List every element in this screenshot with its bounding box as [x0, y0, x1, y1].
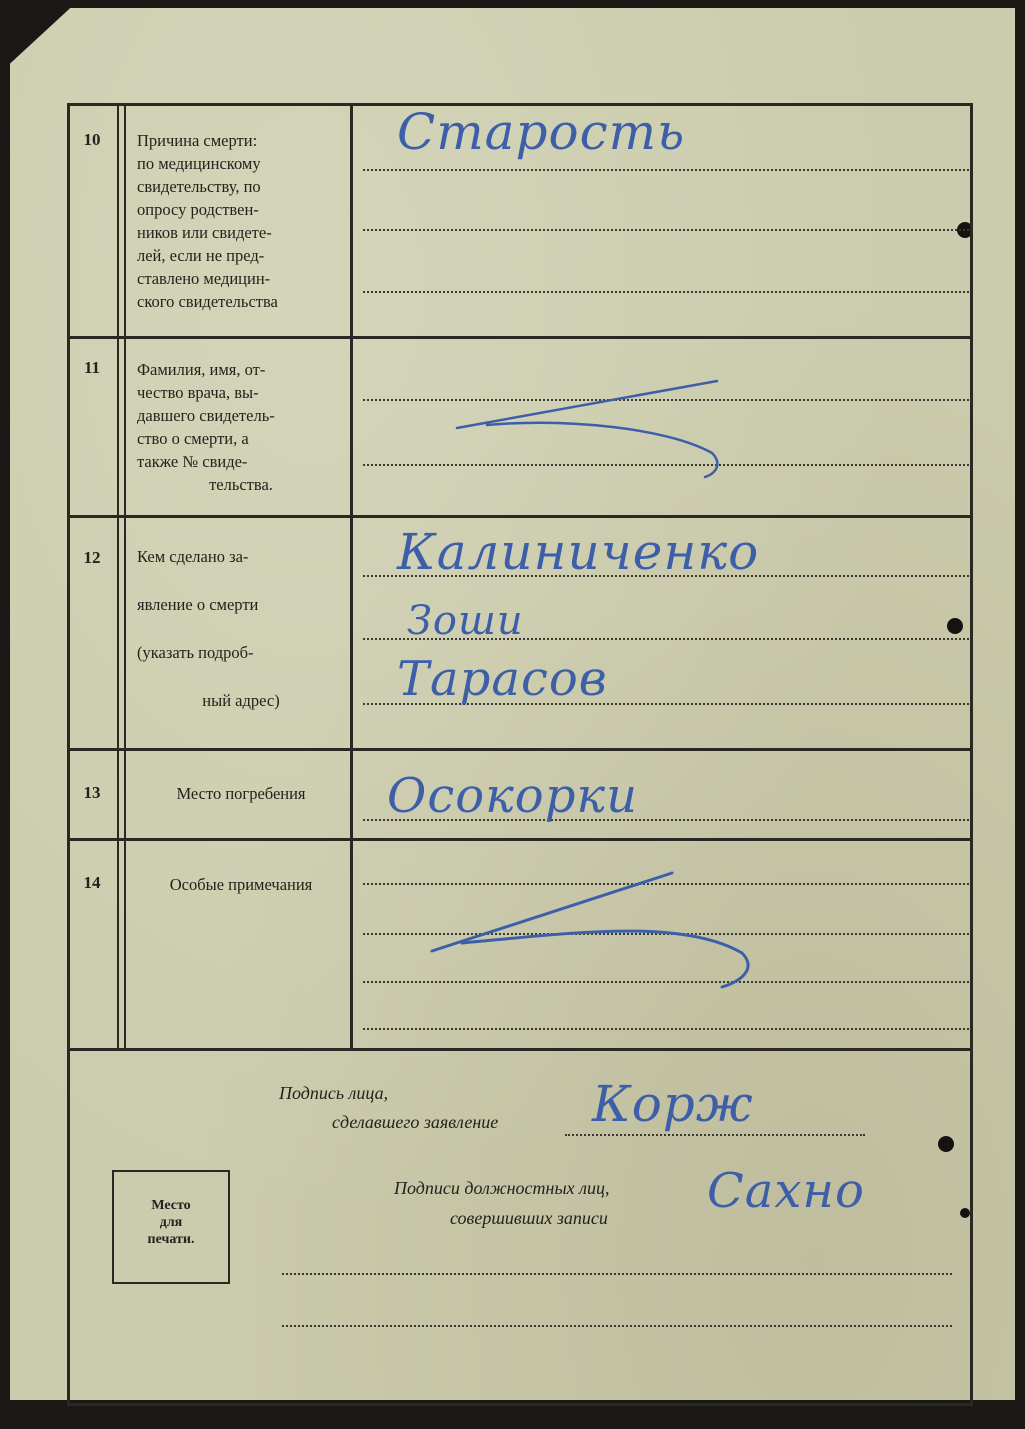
- applicant-signature-label: сделавшего заявление: [332, 1112, 499, 1132]
- handwritten-declarant-line2: Зоши: [407, 598, 524, 644]
- handwritten-cause-of-death: Старость: [397, 103, 686, 161]
- entry-line: [363, 291, 969, 293]
- field-label-burial-place: Место погребения: [176, 784, 306, 803]
- officials-signature-label: совершивших записи: [450, 1208, 608, 1228]
- handwritten-burial-place: Осокорки: [387, 768, 638, 824]
- field-label-special-notes: Особые примечания: [169, 875, 313, 894]
- dash-strike-mark: [447, 373, 747, 483]
- handwritten-declarant-line3: Тарасов: [397, 651, 608, 707]
- row-number: 14: [83, 873, 101, 892]
- applicant-signature-label: Подпись лица,: [279, 1083, 389, 1103]
- row-number: 12: [83, 548, 101, 567]
- handwritten-officials-signature: Сахно: [707, 1163, 865, 1219]
- stamp-placeholder-box: Место для печати.: [112, 1170, 230, 1284]
- field-label-declarant: Кем сделано за- явление о смерти (указать подроб- ный адрес): [137, 547, 280, 710]
- row-number: 13: [83, 783, 101, 802]
- field-label-doctor: Фамилия, имя, от- чество врача, вы- давшего свидетель- ство о смерти, а также № свиде- тельства.: [137, 360, 275, 494]
- dash-strike-mark: [422, 863, 782, 993]
- handwritten-declarant-name: Калиниченко: [397, 523, 760, 581]
- entry-line: [363, 1028, 969, 1030]
- entry-line: [363, 229, 969, 231]
- officials-signature-label: Подписи должностных лиц,: [394, 1178, 610, 1198]
- row-number: 10: [83, 130, 101, 149]
- entry-line: [363, 169, 969, 171]
- field-label-cause-of-death: Причина смерти: по медицинскому свидетельству, по опросу родствен- ников или свидете- лей, если не пред- ставлено медицин- ского свидетельства: [137, 131, 278, 311]
- death-record-form: [67, 103, 979, 1429]
- signature-line: [565, 1134, 865, 1136]
- signature-line: [282, 1325, 952, 1327]
- signature-line: [282, 1273, 952, 1275]
- handwritten-applicant-signature: Корж: [592, 1075, 754, 1133]
- row-number: 11: [83, 358, 101, 377]
